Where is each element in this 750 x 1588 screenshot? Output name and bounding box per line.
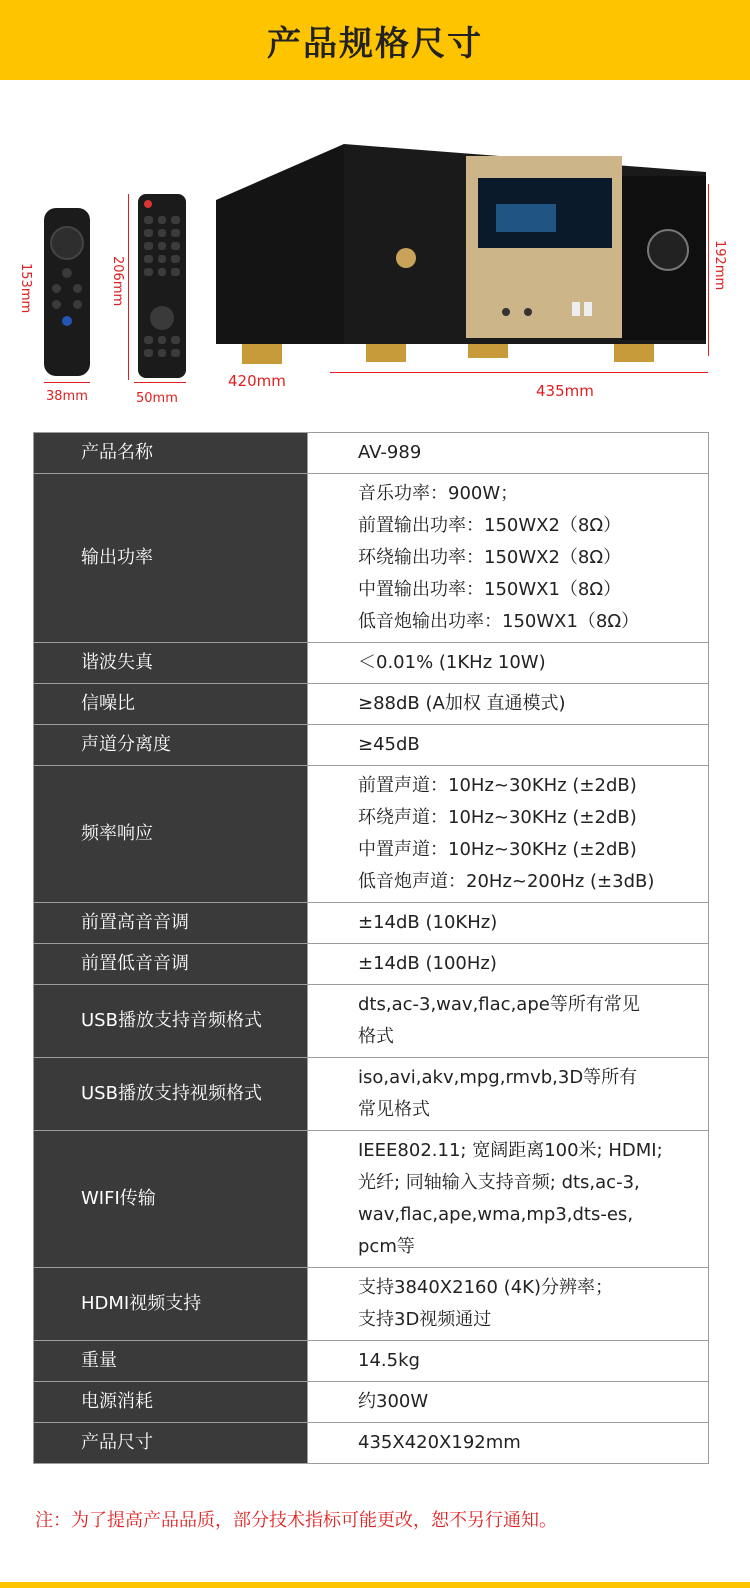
- remote2-width-label: 50mm: [136, 391, 178, 406]
- remote-button: [62, 268, 72, 278]
- spec-key: 声道分离度: [34, 725, 308, 766]
- spec-row: [34, 1058, 709, 1131]
- footer-strip: [0, 1582, 750, 1588]
- remote-button: [73, 284, 82, 293]
- product-dimension-diagram: [0, 80, 750, 420]
- spec-value: [308, 985, 709, 1058]
- amp-depth-label: 420mm: [228, 372, 286, 390]
- spec-key: 谐波失真: [34, 643, 308, 684]
- spec-value: [308, 433, 709, 474]
- disclaimer-note: 注：为了提高产品品质，部分技术指标可能更改，恕不另行通知。: [35, 1510, 557, 1531]
- spec-value-line: wav,flac,ape,wma,mp3,dts-es,: [358, 1204, 634, 1225]
- spec-value-line: 前置声道：10Hz~30KHz (±2dB): [358, 775, 637, 796]
- remote2-width-line: [134, 382, 186, 383]
- spec-key: WIFI传输: [34, 1131, 308, 1268]
- remote-control-small: [44, 208, 90, 376]
- spec-value-line: 环绕声道：10Hz~30KHz (±2dB): [358, 807, 637, 828]
- spec-row: [34, 985, 709, 1058]
- remote-button: [73, 300, 82, 309]
- spec-value-line: ≥88dB (A加权 直通模式): [358, 693, 566, 714]
- remote-keypad-lower: [144, 336, 180, 357]
- spec-value: [308, 1058, 709, 1131]
- spec-key: USB播放支持音频格式: [34, 985, 308, 1058]
- spec-value: [308, 643, 709, 684]
- spec-value-line: AV-989: [358, 442, 422, 463]
- spec-value: [308, 944, 709, 985]
- spec-key: 输出功率: [34, 474, 308, 643]
- spec-value-line: 低音炮输出功率：150WX1（8Ω）: [358, 611, 640, 632]
- spec-key: USB播放支持视频格式: [34, 1058, 308, 1131]
- amp-width-label: 435mm: [536, 382, 594, 400]
- spec-value-line: dts,ac-3,wav,flac,ape等所有常见: [358, 994, 640, 1015]
- spec-key: 频率响应: [34, 766, 308, 903]
- spec-value-line: 约300W: [358, 1391, 429, 1412]
- spec-key: 信噪比: [34, 684, 308, 725]
- spec-key: 产品尺寸: [34, 1423, 308, 1464]
- spec-value-line: pcm等: [358, 1236, 415, 1257]
- spec-row: [34, 684, 709, 725]
- remote2-height-label: 206mm: [110, 256, 125, 307]
- spec-value: [308, 766, 709, 903]
- header-banner: [0, 0, 750, 80]
- spec-row: [34, 1131, 709, 1268]
- remote-dpad: [150, 306, 174, 330]
- spec-value-line: ＜0.01% (1KHz 10W): [358, 652, 546, 673]
- spec-key: 电源消耗: [34, 1382, 308, 1423]
- spec-value-line: 支持3840X2160 (4K)分辨率；: [358, 1277, 613, 1298]
- spec-value-line: 14.5kg: [358, 1350, 420, 1371]
- spec-value-line: 低音炮声道：20Hz~200Hz (±3dB): [358, 871, 655, 892]
- spec-row: [34, 643, 709, 684]
- remote-button: [52, 284, 61, 293]
- spec-value-line: iso,avi,akv,mpg,rmvb,3D等所有: [358, 1067, 638, 1088]
- remote1-height-label: 153mm: [18, 263, 33, 314]
- spec-row: [34, 1341, 709, 1382]
- spec-value-line: 常见格式: [358, 1099, 430, 1120]
- spec-key: HDMI视频支持: [34, 1268, 308, 1341]
- spec-value-line: 435X420X192mm: [358, 1432, 521, 1453]
- spec-row: [34, 944, 709, 985]
- spec-value: [308, 474, 709, 643]
- spec-row: [34, 725, 709, 766]
- remote-keypad: [144, 216, 180, 276]
- spec-value-line: 中置输出功率：150WX1（8Ω）: [358, 579, 622, 600]
- spec-key: 前置低音音调: [34, 944, 308, 985]
- spec-value-line: ±14dB (10KHz): [358, 912, 498, 933]
- spec-value-line: 支持3D视频通过: [358, 1309, 492, 1330]
- spec-value: [308, 903, 709, 944]
- spec-value-line: 音乐功率：900W；: [358, 483, 519, 504]
- remote1-width-line: [44, 382, 90, 383]
- spec-key: 重量: [34, 1341, 308, 1382]
- spec-value: [308, 1382, 709, 1423]
- spec-value: [308, 1268, 709, 1341]
- spec-row: [34, 766, 709, 903]
- spec-value: [308, 1131, 709, 1268]
- remote-dpad: [50, 226, 84, 260]
- spec-value: [308, 1423, 709, 1464]
- remote-button: [52, 300, 61, 309]
- spec-value-line: 前置输出功率：150WX2（8Ω）: [358, 515, 622, 536]
- spec-row: [34, 1423, 709, 1464]
- spec-key: 前置高音音调: [34, 903, 308, 944]
- spec-table: [33, 432, 709, 1464]
- remote-button: [62, 316, 72, 326]
- remote2-height-line: [128, 194, 129, 380]
- spec-value-line: IEEE802.11; 宽阔距离100米; HDMI;: [358, 1140, 663, 1161]
- amp-height-label: 192mm: [712, 240, 727, 291]
- spec-key: 产品名称: [34, 433, 308, 474]
- amplifier-image: [206, 138, 711, 400]
- page-title: 产品规格尺寸: [267, 23, 483, 64]
- amp-width-line: [330, 372, 708, 373]
- spec-value: [308, 1341, 709, 1382]
- spec-row: [34, 433, 709, 474]
- remote-button: [144, 200, 152, 208]
- spec-value-line: ±14dB (100Hz): [358, 953, 497, 974]
- remote1-width-label: 38mm: [46, 389, 88, 404]
- spec-row: [34, 474, 709, 643]
- spec-row: [34, 903, 709, 944]
- remote-control-large: [138, 194, 186, 378]
- amp-height-line: [708, 184, 709, 356]
- spec-value-line: 中置声道：10Hz~30KHz (±2dB): [358, 839, 637, 860]
- spec-value-line: 光纤; 同轴输入支持音频; dts,ac-3,: [358, 1172, 640, 1193]
- spec-row: [34, 1382, 709, 1423]
- spec-value: [308, 684, 709, 725]
- spec-value-line: 格式: [358, 1026, 394, 1047]
- spec-value-line: ≥45dB: [358, 734, 420, 755]
- spec-value-line: 环绕输出功率：150WX2（8Ω）: [358, 547, 622, 568]
- spec-row: [34, 1268, 709, 1341]
- spec-value: [308, 725, 709, 766]
